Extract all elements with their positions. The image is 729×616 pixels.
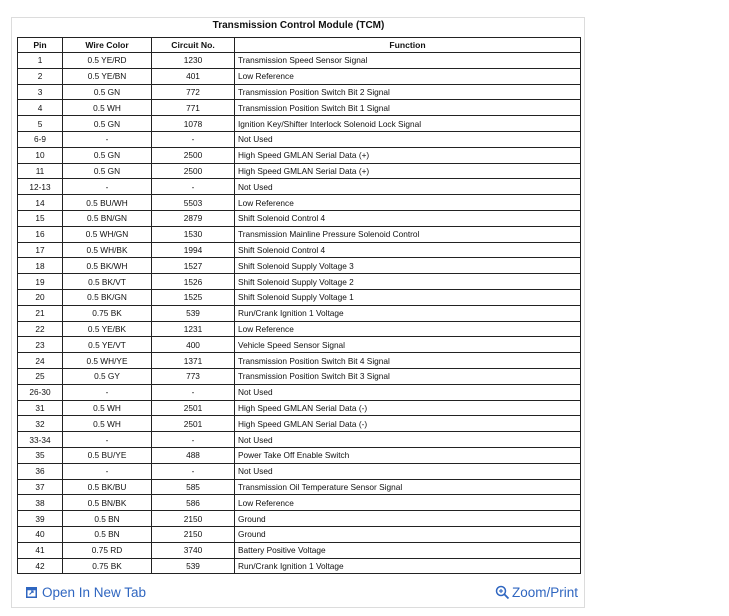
cell-circuit-no: 1527 [152, 258, 235, 274]
cell-pin: 1 [18, 53, 63, 69]
table-row [18, 479, 581, 495]
cell-circuit-no: 1994 [152, 242, 235, 258]
cell-pin: 42 [18, 558, 63, 574]
pinout-table [17, 37, 581, 574]
cell-pin: 20 [18, 289, 63, 305]
cell-function: Transmission Oil Temperature Sensor Signal [235, 479, 581, 495]
cell-circuit-no: 1078 [152, 116, 235, 132]
table-row [18, 495, 581, 511]
cell-function: Low Reference [235, 495, 581, 511]
cell-pin: 4 [18, 100, 63, 116]
cell-function: Shift Solenoid Supply Voltage 3 [235, 258, 581, 274]
cell-wire-color: 0.5 YE/RD [63, 53, 152, 69]
cell-function: Shift Solenoid Control 4 [235, 210, 581, 226]
cell-wire-color: 0.5 BU/YE [63, 447, 152, 463]
cell-wire-color: 0.5 BK/GN [63, 289, 152, 305]
table-row [18, 511, 581, 527]
table-row [18, 163, 581, 179]
cell-pin: 32 [18, 416, 63, 432]
open-new-tab-link[interactable] [26, 585, 146, 600]
cell-function: High Speed GMLAN Serial Data (+) [235, 163, 581, 179]
cell-wire-color: 0.5 WH [63, 100, 152, 116]
cell-function: Vehicle Speed Sensor Signal [235, 337, 581, 353]
table-row [18, 195, 581, 211]
cell-wire-color: 0.5 BK/BU [63, 479, 152, 495]
cell-circuit-no: - [152, 131, 235, 147]
cell-pin: 5 [18, 116, 63, 132]
cell-pin: 18 [18, 258, 63, 274]
cell-circuit-no: 2500 [152, 163, 235, 179]
table-row [18, 353, 581, 369]
cell-wire-color: - [63, 463, 152, 479]
table-row [18, 289, 581, 305]
table-row [18, 68, 581, 84]
cell-circuit-no: 5503 [152, 195, 235, 211]
cell-wire-color: 0.75 RD [63, 542, 152, 558]
cell-circuit-no: 586 [152, 495, 235, 511]
cell-pin: 38 [18, 495, 63, 511]
col-header-wire-color: Wire Color [63, 38, 152, 53]
cell-circuit-no: 771 [152, 100, 235, 116]
cell-circuit-no: 1530 [152, 226, 235, 242]
col-header-circuit-no: Circuit No. [152, 38, 235, 53]
cell-function: Low Reference [235, 321, 581, 337]
table-row [18, 384, 581, 400]
cell-pin: 31 [18, 400, 63, 416]
table-row [18, 400, 581, 416]
cell-circuit-no: - [152, 179, 235, 195]
cell-circuit-no: 3740 [152, 542, 235, 558]
cell-wire-color: 0.5 GN [63, 116, 152, 132]
cell-function: High Speed GMLAN Serial Data (+) [235, 147, 581, 163]
cell-function: Battery Positive Voltage [235, 542, 581, 558]
table-row [18, 542, 581, 558]
cell-pin: 39 [18, 511, 63, 527]
zoom-magnifier-icon [495, 585, 510, 600]
cell-circuit-no: 539 [152, 305, 235, 321]
table-row [18, 147, 581, 163]
cell-function: Low Reference [235, 68, 581, 84]
cell-wire-color: 0.5 BN/GN [63, 210, 152, 226]
cell-circuit-no: 539 [152, 558, 235, 574]
table-row [18, 321, 581, 337]
cell-function: Not Used [235, 432, 581, 448]
cell-circuit-no: 1231 [152, 321, 235, 337]
table-row [18, 463, 581, 479]
cell-wire-color: 0.5 YE/VT [63, 337, 152, 353]
cell-pin: 21 [18, 305, 63, 321]
cell-function: Ground [235, 511, 581, 527]
cell-pin: 33-34 [18, 432, 63, 448]
cell-function: Not Used [235, 179, 581, 195]
cell-circuit-no: 1230 [152, 53, 235, 69]
cell-pin: 3 [18, 84, 63, 100]
cell-wire-color: 0.5 YE/BK [63, 321, 152, 337]
cell-circuit-no: 1525 [152, 289, 235, 305]
cell-wire-color: 0.5 BK/WH [63, 258, 152, 274]
zoom-print-link[interactable] [495, 585, 578, 600]
cell-function: Run/Crank Ignition 1 Voltage [235, 305, 581, 321]
cell-function: Transmission Speed Sensor Signal [235, 53, 581, 69]
cell-pin: 14 [18, 195, 63, 211]
cell-pin: 41 [18, 542, 63, 558]
cell-function: High Speed GMLAN Serial Data (-) [235, 416, 581, 432]
col-header-pin: Pin [18, 38, 63, 53]
cell-wire-color: 0.75 BK [63, 305, 152, 321]
cell-wire-color: 0.5 GN [63, 163, 152, 179]
cell-function: Ignition Key/Shifter Interlock Solenoid Lock Signal [235, 116, 581, 132]
cell-circuit-no: 2501 [152, 416, 235, 432]
cell-function: Run/Crank Ignition 1 Voltage [235, 558, 581, 574]
cell-function: Ground [235, 526, 581, 542]
cell-wire-color: 0.5 WH/BK [63, 242, 152, 258]
cell-circuit-no: 401 [152, 68, 235, 84]
table-row [18, 53, 581, 69]
table-row [18, 526, 581, 542]
cell-circuit-no: 585 [152, 479, 235, 495]
cell-pin: 12-13 [18, 179, 63, 195]
table-row [18, 258, 581, 274]
cell-circuit-no: 2150 [152, 511, 235, 527]
cell-circuit-no: 2879 [152, 210, 235, 226]
cell-wire-color: 0.5 BN [63, 526, 152, 542]
table-row [18, 432, 581, 448]
table-body [18, 53, 581, 574]
table-row [18, 226, 581, 242]
cell-circuit-no: - [152, 463, 235, 479]
table-title: Transmission Control Module (TCM) [212, 20, 385, 31]
cell-wire-color: 0.5 GN [63, 147, 152, 163]
cell-pin: 19 [18, 274, 63, 290]
table-row [18, 416, 581, 432]
zoom-print-label: Zoom/Print [511, 585, 578, 600]
table-row [18, 274, 581, 290]
cell-pin: 26-30 [18, 384, 63, 400]
cell-pin: 15 [18, 210, 63, 226]
cell-function: Not Used [235, 463, 581, 479]
cell-function: Not Used [235, 384, 581, 400]
table-row [18, 131, 581, 147]
table-row [18, 558, 581, 574]
cell-pin: 22 [18, 321, 63, 337]
cell-pin: 35 [18, 447, 63, 463]
cell-circuit-no: 488 [152, 447, 235, 463]
cell-circuit-no: 1526 [152, 274, 235, 290]
cell-function: Transmission Position Switch Bit 4 Signal [235, 353, 581, 369]
cell-circuit-no: - [152, 432, 235, 448]
table-row [18, 368, 581, 384]
table-row [18, 116, 581, 132]
cell-wire-color: 0.75 BK [63, 558, 152, 574]
cell-function: Transmission Mainline Pressure Solenoid Control [235, 226, 581, 242]
cell-wire-color: 0.5 BK/VT [63, 274, 152, 290]
cell-function: Shift Solenoid Supply Voltage 1 [235, 289, 581, 305]
cell-circuit-no: 400 [152, 337, 235, 353]
cell-function: Shift Solenoid Control 4 [235, 242, 581, 258]
cell-wire-color: - [63, 432, 152, 448]
cell-pin: 10 [18, 147, 63, 163]
cell-function: Power Take Off Enable Switch [235, 447, 581, 463]
cell-wire-color: 0.5 GN [63, 84, 152, 100]
cell-pin: 2 [18, 68, 63, 84]
table-row [18, 242, 581, 258]
cell-circuit-no: 1371 [152, 353, 235, 369]
table-row [18, 305, 581, 321]
cell-wire-color: 0.5 GY [63, 368, 152, 384]
cell-wire-color: 0.5 WH [63, 400, 152, 416]
cell-wire-color: 0.5 BN/BK [63, 495, 152, 511]
cell-pin: 37 [18, 479, 63, 495]
cell-wire-color: 0.5 WH/GN [63, 226, 152, 242]
cell-wire-color: 0.5 BU/WH [63, 195, 152, 211]
cell-circuit-no: 773 [152, 368, 235, 384]
cell-circuit-no: 2500 [152, 147, 235, 163]
cell-wire-color: 0.5 BN [63, 511, 152, 527]
table-row [18, 210, 581, 226]
cell-pin: 16 [18, 226, 63, 242]
table-row [18, 447, 581, 463]
cell-circuit-no: - [152, 384, 235, 400]
cell-wire-color: 0.5 WH/YE [63, 353, 152, 369]
open-new-tab-icon [26, 587, 37, 598]
cell-circuit-no: 2501 [152, 400, 235, 416]
col-header-function: Function [235, 38, 581, 53]
cell-function: Transmission Position Switch Bit 1 Signal [235, 100, 581, 116]
cell-pin: 40 [18, 526, 63, 542]
cell-wire-color: - [63, 384, 152, 400]
cell-circuit-no: 772 [152, 84, 235, 100]
cell-function: Shift Solenoid Supply Voltage 2 [235, 274, 581, 290]
table-row [18, 100, 581, 116]
cell-pin: 11 [18, 163, 63, 179]
cell-pin: 23 [18, 337, 63, 353]
cell-pin: 6-9 [18, 131, 63, 147]
cell-function: Not Used [235, 131, 581, 147]
open-new-tab-label: Open In New Tab [42, 585, 147, 600]
cell-function: Transmission Position Switch Bit 3 Signal [235, 368, 581, 384]
cell-function: Low Reference [235, 195, 581, 211]
table-row [18, 179, 581, 195]
cell-function: Transmission Position Switch Bit 2 Signal [235, 84, 581, 100]
cell-pin: 24 [18, 353, 63, 369]
cell-function: High Speed GMLAN Serial Data (-) [235, 400, 581, 416]
cell-wire-color: - [63, 179, 152, 195]
cell-wire-color: - [63, 131, 152, 147]
table-row [18, 337, 581, 353]
cell-wire-color: 0.5 WH [63, 416, 152, 432]
cell-pin: 17 [18, 242, 63, 258]
cell-pin: 36 [18, 463, 63, 479]
cell-wire-color: 0.5 YE/BN [63, 68, 152, 84]
table-row [18, 84, 581, 100]
table-header-row [18, 38, 581, 53]
cell-circuit-no: 2150 [152, 526, 235, 542]
cell-pin: 25 [18, 368, 63, 384]
